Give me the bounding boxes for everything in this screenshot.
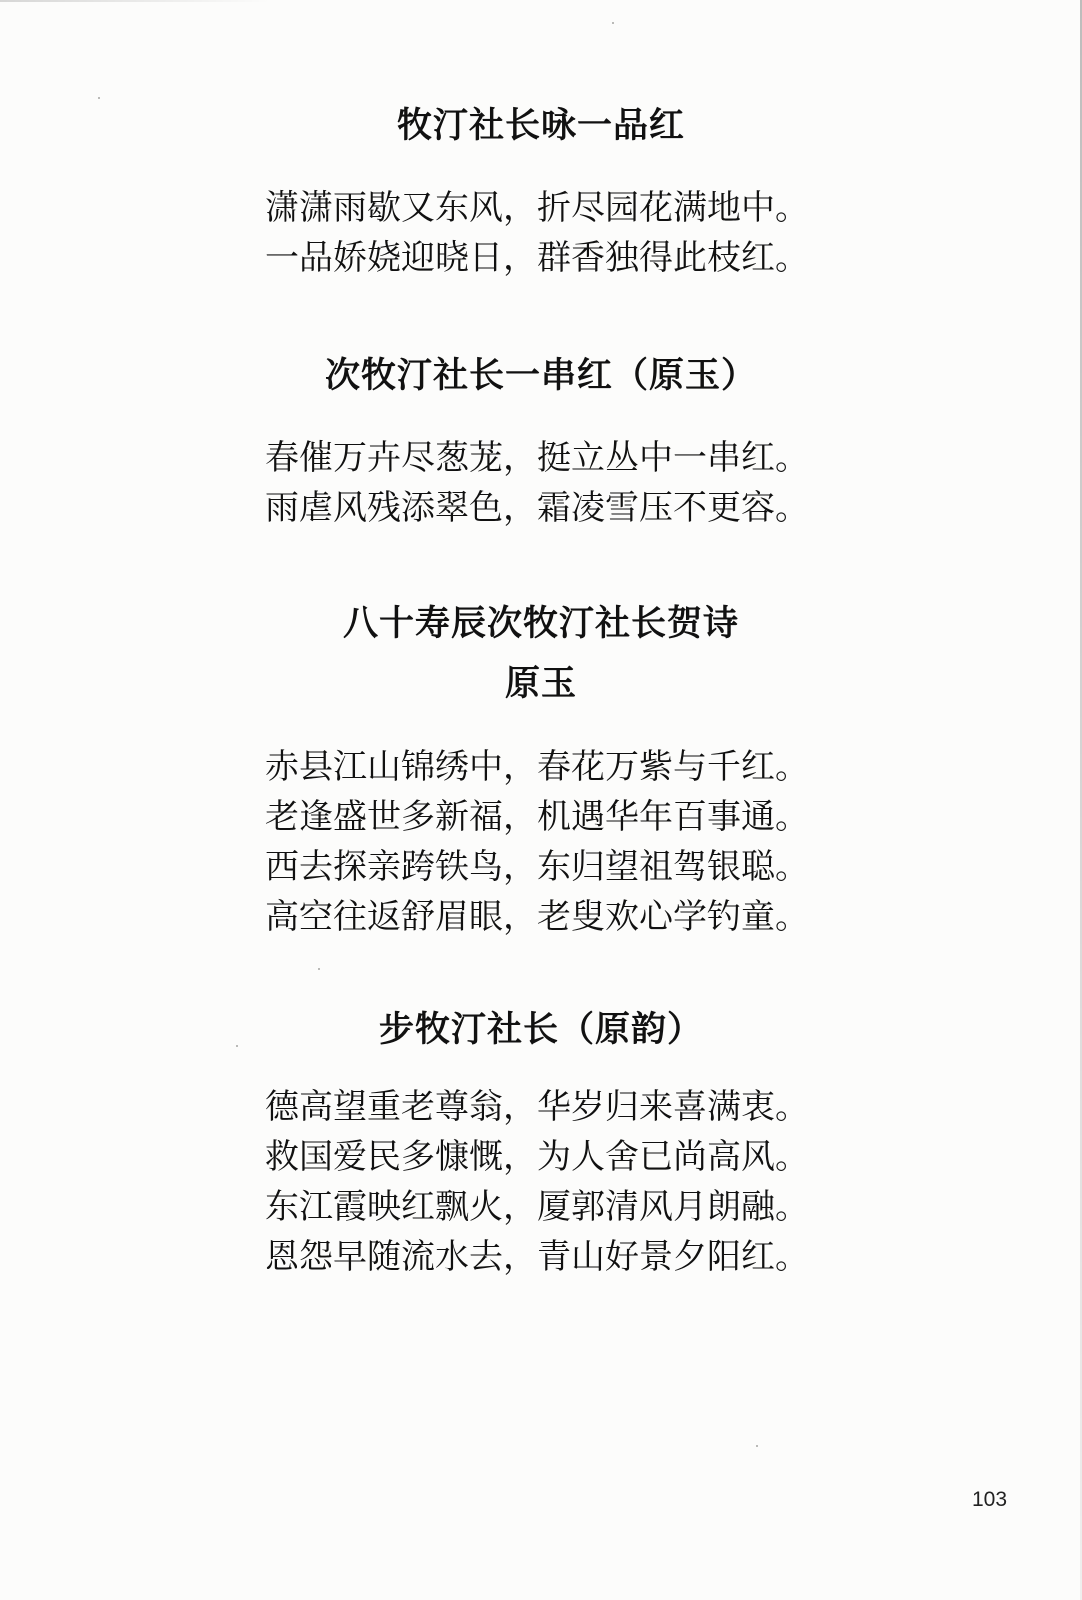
poem-4-body: [265, 1082, 1025, 1282]
poem-title-line-2: 原玉: [504, 664, 577, 704]
poem-line: 赤县江山锦绣中，春花万紫与千红。: [265, 747, 809, 787]
page-number: 103: [972, 1488, 1008, 1511]
poem-title: 次牧汀社长一串红（原玉）: [324, 356, 757, 396]
poem-2: [0, 346, 1082, 406]
poem-line: 东江霞映红飘火，厦郭清风月朗融。: [265, 1187, 809, 1227]
poem-1-body: [265, 183, 1025, 283]
scan-speck: [612, 22, 614, 24]
poem-title: 牧汀社长咏一品红: [396, 106, 685, 146]
poem-3-body: [265, 742, 1025, 942]
poem-1: [0, 96, 1082, 156]
scan-speck: [756, 1445, 758, 1447]
poem-line: 雨虐风残添翠色，霜凌雪压不更容。: [265, 488, 809, 528]
poem-title: 步牧汀社长（原韵）: [378, 1010, 703, 1050]
poem-line: 恩怨早随流水去，青山好景夕阳红。: [265, 1237, 809, 1277]
poem-line: 春催万卉尽葱茏，挺立丛中一串红。: [265, 438, 809, 478]
scan-top-edge: [0, 0, 1082, 2]
poem-line: 救国爱民多慷慨，为人舍已尚高风。: [265, 1137, 809, 1177]
poem-3: [0, 594, 1082, 714]
poem-line: 潇潇雨歇又东风，折尽园花满地中。: [265, 188, 809, 228]
poem-line: 一品娇娆迎晓日，群香独得此枝红。: [265, 238, 809, 278]
poem-line: 德高望重老尊翁，华岁归来喜满衷。: [265, 1087, 809, 1127]
poem-line: 高空往返舒眉眼，老叟欢心学钓童。: [265, 897, 809, 937]
scan-speck: [318, 968, 320, 970]
poem-2-body: [265, 433, 1025, 533]
poem-line: 老逢盛世多新福，机遇华年百事通。: [265, 797, 809, 837]
poem-title: 八十寿辰次牧汀社长贺诗: [342, 604, 739, 644]
poem-4: [0, 1000, 1082, 1060]
poem-line: 西去探亲跨铁鸟，东归望祖驾银聪。: [265, 847, 809, 887]
